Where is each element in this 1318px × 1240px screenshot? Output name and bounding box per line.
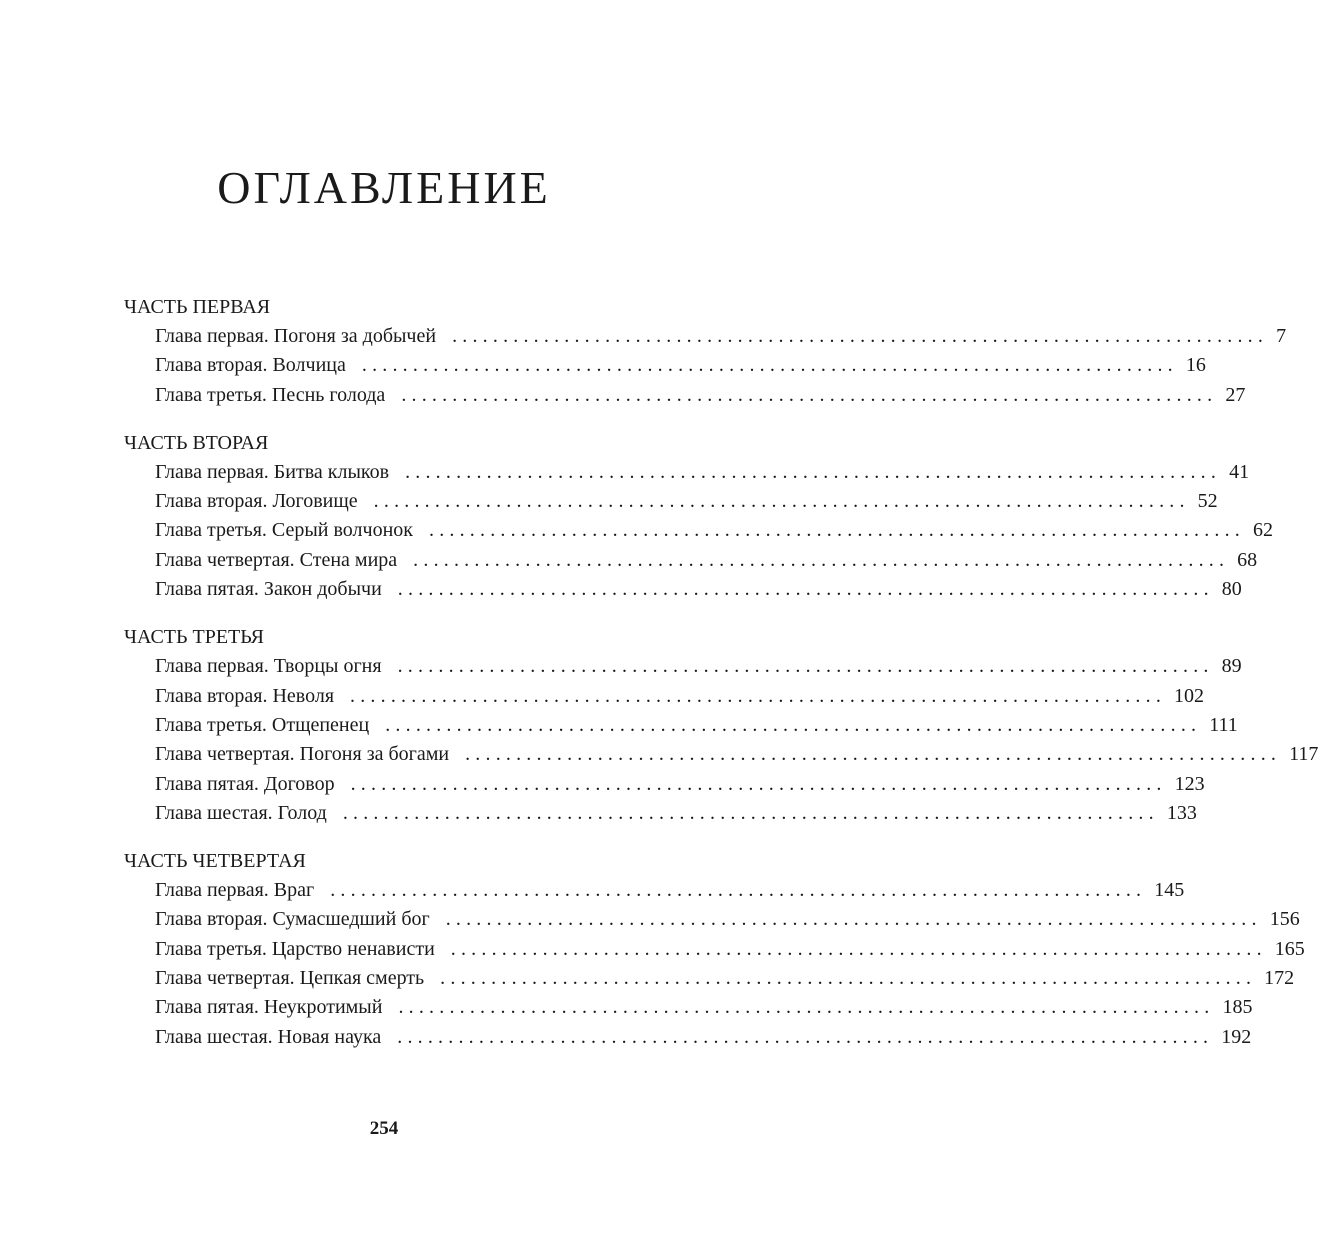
dot-leader: ................................................................................ [385, 713, 1202, 736]
toc-entry[interactable] [155, 770, 1205, 799]
part-4 [0, 846, 1305, 1052]
page-number: 52 [1197, 490, 1218, 513]
toc-entry[interactable] [155, 516, 1273, 545]
page-number: 68 [1237, 548, 1258, 571]
dot-leader: ................................................................................ [397, 578, 1214, 601]
page-number: 185 [1222, 996, 1253, 1019]
page-number: 133 [1166, 801, 1197, 824]
chapter-title: Глава вторая. Логовище [155, 490, 358, 513]
chapter-title: Глава первая. Погоня за добычей [155, 325, 437, 347]
page-number: 102 [1174, 684, 1205, 707]
part-heading: ЧАСТЬ ВТОРАЯ [124, 431, 269, 454]
part-3 [0, 622, 1318, 828]
toc-entry[interactable] [155, 546, 1258, 575]
page-number: 62 [1253, 519, 1273, 542]
chapter-title: Глава третья. Отщепенец [155, 713, 370, 736]
table-of-contents [0, 292, 1318, 1070]
toc-entry[interactable] [155, 993, 1253, 1022]
dot-leader: ................................................................................ [450, 937, 1267, 960]
toc-entry[interactable] [155, 351, 1206, 380]
chapter-title: Глава пятая. Закон добычи [155, 578, 382, 601]
chapter-title: Глава первая. Враг [155, 879, 315, 902]
toc-entry[interactable] [155, 935, 1305, 964]
dot-leader: ................................................................................ [413, 548, 1230, 571]
dot-leader: ................................................................................ [350, 684, 1167, 707]
chapter-title: Глава третья. Песнь голода [155, 383, 386, 406]
chapter-title: Глава пятая. Неукротимый [155, 996, 383, 1019]
page-number: 7 [1276, 325, 1287, 347]
toc-entry[interactable] [155, 1023, 1252, 1052]
part-2 [0, 428, 1273, 604]
toc-entry[interactable] [155, 876, 1185, 905]
dot-leader: ................................................................................ [405, 460, 1222, 483]
part-heading: ЧАСТЬ ПЕРВАЯ [124, 296, 271, 318]
dot-leader: ................................................................................ [397, 655, 1214, 678]
page-number: 111 [1209, 713, 1238, 736]
toc-entry[interactable] [155, 458, 1250, 487]
toc-entry[interactable] [155, 322, 1287, 351]
toc-entry[interactable] [155, 487, 1218, 516]
dot-leader: ................................................................................ [440, 967, 1257, 990]
page-number: 145 [1154, 879, 1185, 902]
dot-leader: ................................................................................ [330, 879, 1147, 902]
page-number: 41 [1229, 460, 1250, 483]
dot-leader: ................................................................................ [401, 383, 1218, 406]
chapter-title: Глава первая. Творцы огня [155, 655, 382, 678]
page-number: 156 [1269, 908, 1300, 931]
dot-leader: ................................................................................ [361, 354, 1178, 377]
dot-leader: ................................................................................ [452, 325, 1269, 347]
part-heading: ЧАСТЬ ЧЕТВЕРТАЯ [124, 850, 306, 873]
page-number: 27 [1225, 383, 1246, 406]
toc-entry[interactable] [155, 652, 1242, 681]
page-title: ОГЛАВЛЕНИЕ [217, 162, 551, 213]
chapter-title: Глава шестая. Голод [155, 801, 327, 824]
dot-leader: ................................................................................ [429, 519, 1245, 542]
page-folio-number: 254 [369, 1118, 399, 1139]
dot-leader: ................................................................................ [398, 996, 1215, 1019]
part-1 [0, 292, 1287, 410]
page-number: 172 [1264, 967, 1295, 990]
toc-entry[interactable] [155, 905, 1300, 934]
toc-entry[interactable] [155, 740, 1318, 769]
chapter-title: Глава первая. Битва клыков [155, 460, 390, 483]
dot-leader: ................................................................................ [342, 801, 1159, 824]
toc-entry[interactable] [155, 381, 1246, 410]
page-number: 165 [1274, 937, 1305, 960]
chapter-title: Глава шестая. Новая наука [155, 1025, 382, 1048]
toc-entry[interactable] [155, 799, 1197, 828]
page-number: 89 [1221, 655, 1242, 678]
dot-leader: ................................................................................ [465, 743, 1282, 766]
chapter-title: Глава четвертая. Цепкая смерть [155, 967, 425, 990]
chapter-title: Глава четвертая. Стена мира [155, 548, 398, 571]
chapter-title: Глава третья. Царство ненависти [155, 937, 435, 960]
toc-entry[interactable] [155, 964, 1295, 993]
toc-entry[interactable] [155, 575, 1242, 604]
chapter-title: Глава пятая. Договор [155, 772, 335, 795]
dot-leader: ................................................................................ [373, 490, 1190, 513]
chapter-title: Глава вторая. Неволя [155, 684, 335, 707]
page-number: 192 [1221, 1025, 1252, 1048]
toc-entry[interactable] [155, 682, 1205, 711]
dot-leader: ................................................................................ [397, 1025, 1214, 1048]
chapter-title: Глава вторая. Волчица [155, 354, 346, 377]
dot-leader: ................................................................................ [445, 908, 1262, 931]
toc-entry[interactable] [155, 711, 1238, 740]
page-number: 123 [1174, 772, 1205, 795]
page-number: 80 [1221, 578, 1242, 601]
chapter-title: Глава четвертая. Погоня за богами [155, 743, 450, 766]
chapter-title: Глава вторая. Сумасшедший бог [155, 908, 430, 931]
page-number: 16 [1185, 354, 1206, 377]
dot-leader: ................................................................................ [350, 772, 1167, 795]
page-number: 117 [1289, 743, 1318, 766]
part-heading: ЧАСТЬ ТРЕТЬЯ [124, 626, 265, 649]
chapter-title: Глава третья. Серый волчонок [155, 519, 413, 542]
